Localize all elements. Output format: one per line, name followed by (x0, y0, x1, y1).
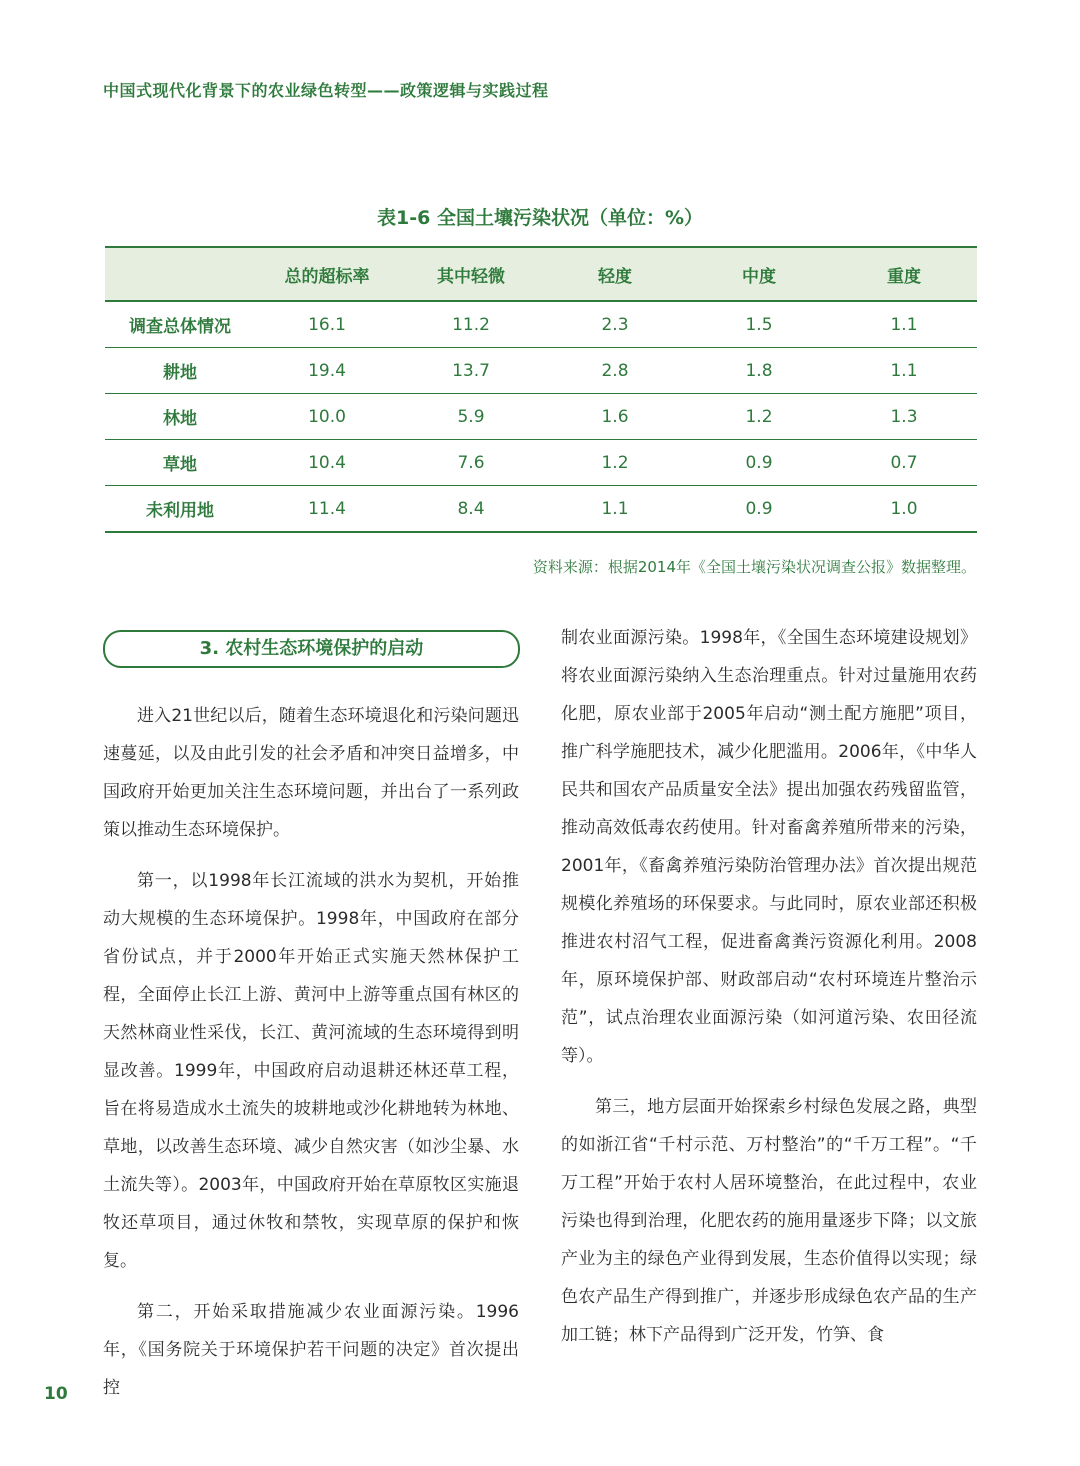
table-row (105, 348, 977, 394)
table-cell: 1.1 (543, 486, 687, 533)
row-label: 耕地 (105, 348, 255, 394)
body-paragraph: 进入21世纪以后，随着生态环境退化和污染问题迅速蔓延，以及由此引发的社会矛盾和冲突日益增多，中国政府开始更加关注生态环境问题，并出台了一系列政策以推动生态环境保护。 (103, 706, 519, 840)
table-cell: 19.4 (255, 348, 399, 394)
body-paragraph: 第一，以1998年长江流域的洪水为契机，开始推动大规模的生态环境保护。1998年，中国政府在部分省份试点，并于2000年开始正式实施天然林保护工程，全面停止长江上游、黄河中上游等重点国有林区的天然林商业性采伐，长江、黄河流域的生态环境得到明显改善。1999年，中国政府启动退耕还林还草工程，旨在将易造成水土流失的坡耕地或沙化耕地转为林地、草地，以改善生态环境、减少自然灾害（如沙尘暴、水土流失等）。2003年，中国政府开始在草原牧区实施退牧还草项目，通过休牧和禁牧，实现草原的保护和恢复。 (103, 871, 519, 1271)
table-row (105, 394, 977, 440)
body-paragraph: 第二，开始采取措施减少农业面源污染。1996年，《国务院关于环境保护若干问题的决定》首次提出控 (103, 1302, 519, 1398)
table-source-note: 资料来源：根据2014年《全国土壤污染状况调查公报》数据整理。 (532, 558, 976, 576)
column-header: 总的超标率 (255, 247, 399, 301)
table-row (105, 486, 977, 533)
table-row (105, 301, 977, 348)
row-label: 林地 (105, 394, 255, 440)
row-label: 草地 (105, 440, 255, 486)
table-cell: 1.3 (831, 394, 977, 440)
table-cell: 0.9 (687, 440, 831, 486)
body-paragraph: 制农业面源污染。1998年，《全国生态环境建设规划》将农业面源污染纳入生态治理重点。针对过量施用农药化肥，原农业部于2005年启动“测土配方施肥”项目，推广科学施肥技术，减少化肥滥用。2006年，《中华人民共和国农产品质量安全法》提出加强农药残留监管，推动高效低毒农药使用。针对畜禽养殖所带来的污染，2001年，《畜禽养殖污染防治管理办法》首次提出规范规模化养殖场的环保要求。与此同时，原农业部还积极推进农村沼气工程，促进畜禽粪污资源化利用。2008年，原环境保护部、财政部启动“农村环境连片整治示范”，试点治理农业面源污染（如河道污染、农田径流等）。 (561, 628, 977, 1066)
soil-pollution-table (105, 246, 977, 533)
table-cell: 1.2 (543, 440, 687, 486)
table-cell: 0.7 (831, 440, 977, 486)
table-cell: 1.2 (687, 394, 831, 440)
table-header-row (105, 247, 977, 301)
table-title: 表1-6 全国土壤污染状况（单位：%） (377, 207, 703, 229)
table-cell: 1.8 (687, 348, 831, 394)
table-cell: 16.1 (255, 301, 399, 348)
running-header: 中国式现代化背景下的农业绿色转型——政策逻辑与实践过程 (103, 81, 549, 100)
table-cell: 10.0 (255, 394, 399, 440)
table-cell: 1.1 (831, 348, 977, 394)
row-label: 调查总体情况 (105, 301, 255, 348)
column-header: 轻度 (543, 247, 687, 301)
table-cell: 1.5 (687, 301, 831, 348)
table-cell: 2.8 (543, 348, 687, 394)
table-cell: 0.9 (687, 486, 831, 533)
right-text-column (561, 619, 977, 1354)
column-header (105, 247, 255, 301)
body-paragraph: 第三，地方层面开始探索乡村绿色发展之路，典型的如浙江省“千村示范、万村整治”的“千万工程”。“千万工程”开始于农村人居环境整治，在此过程中，农业污染也得到治理，化肥农药的施用量逐步下降；以文旅产业为主的绿色产业得到发展，生态价值得以实现；绿色农产品生产得到推广，并逐步形成绿色农产品的生产加工链；林下产品得到广泛开发，竹笋、食 (561, 1097, 977, 1345)
column-header: 重度 (831, 247, 977, 301)
table-cell: 1.6 (543, 394, 687, 440)
table-cell: 5.9 (399, 394, 543, 440)
table-row (105, 440, 977, 486)
table-cell: 2.3 (543, 301, 687, 348)
table-cell: 13.7 (399, 348, 543, 394)
column-header: 其中轻微 (399, 247, 543, 301)
column-header: 中度 (687, 247, 831, 301)
section-heading: 3. 农村生态环境保护的启动 (103, 630, 520, 668)
row-label: 未利用地 (105, 486, 255, 533)
page-number: 10 (44, 1384, 68, 1404)
table-cell: 11.4 (255, 486, 399, 533)
table-cell: 1.1 (831, 301, 977, 348)
table-cell: 1.0 (831, 486, 977, 533)
table-cell: 7.6 (399, 440, 543, 486)
table-cell: 8.4 (399, 486, 543, 533)
table-cell: 11.2 (399, 301, 543, 348)
table-cell: 10.4 (255, 440, 399, 486)
left-text-column (103, 697, 519, 1407)
